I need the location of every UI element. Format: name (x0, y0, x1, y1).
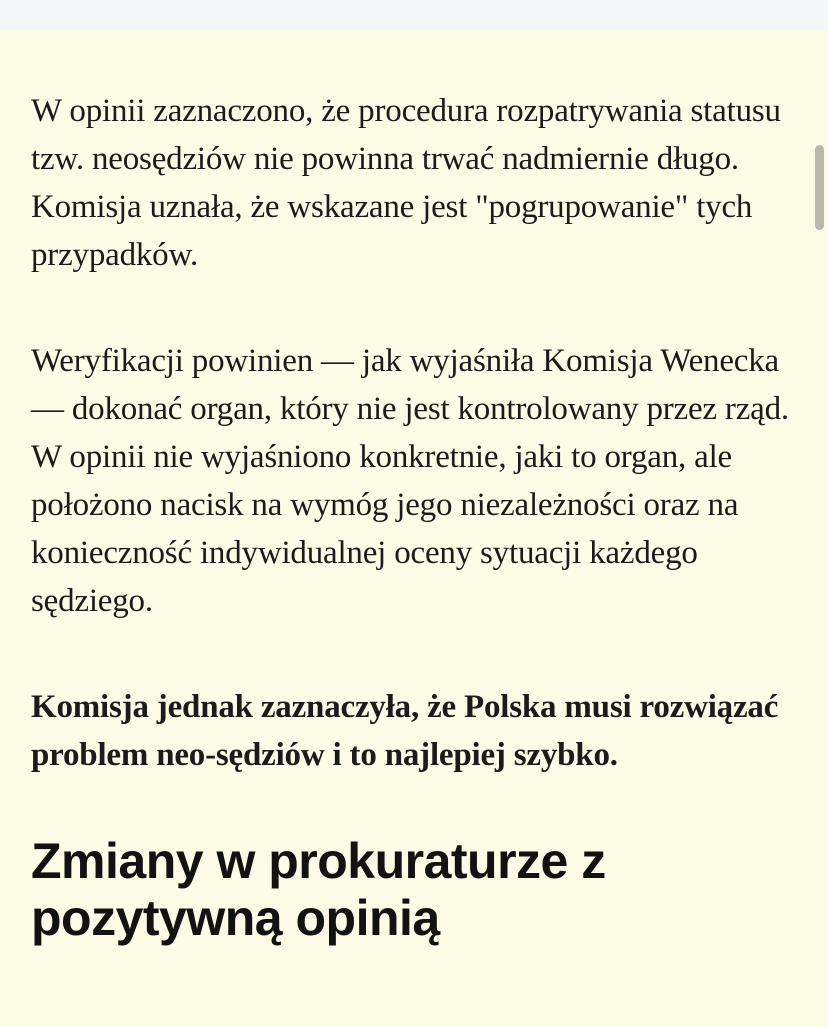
section-heading: Zmiany w prokuraturze z pozytywną opinią (31, 833, 606, 946)
article-paragraph: Weryfikacji powinien — jak wyjaśniła Komisja Wenecka — dokonać organ, który nie jest kontrolowany przez rząd. W opinii nie wyjaśniono konkretnie, jaki to organ, ale położono nacisk na wymóg jego niezależności oraz na konieczność indywidualnej oceny sytuacji każdego sędziego. (31, 343, 789, 619)
scrollbar-thumb[interactable] (815, 145, 824, 230)
article-paragraph: W opinii zaznaczono, że procedura rozpatrywania statusu tzw. neosędziów nie powinna trwać nadmiernie długo. Komisja uznała, że wskazane jest "pogrupowanie" tych przypadków. (31, 93, 781, 273)
browser-top-strip (0, 0, 828, 29)
article-paragraph-bold: Komisja jednak zaznaczyła, że Polska musi rozwiązać problem neo-sędziów i to najlepiej szybko. (31, 689, 779, 773)
article-body (0, 29, 828, 947)
